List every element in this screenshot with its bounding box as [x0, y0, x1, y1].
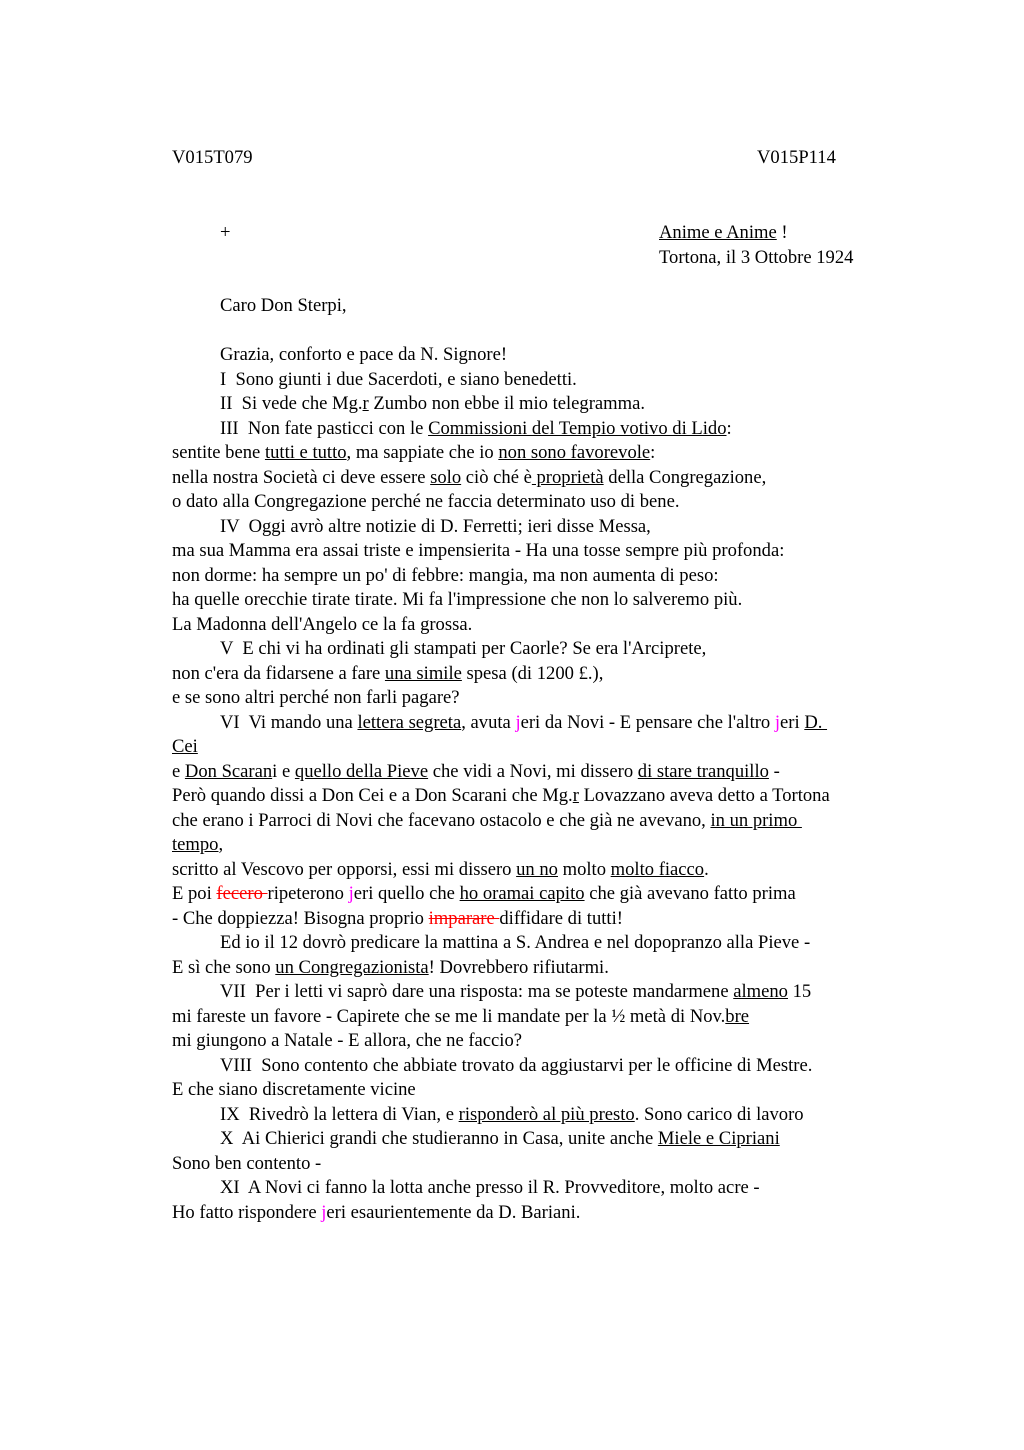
- line-text: 15: [787, 981, 812, 1002]
- letter-line: [172, 809, 912, 834]
- line-text: che già avevano fatto prima: [584, 883, 796, 904]
- line-text: scritto al Vescovo per opporsi, essi mi dissero: [172, 858, 517, 880]
- line-text: , avuta: [461, 711, 516, 733]
- underlined-text: tempo: [172, 834, 219, 855]
- underlined-text: Miele e Cipriani: [657, 1128, 780, 1149]
- underlined-text: r: [362, 393, 369, 414]
- line-text: X Ai Chierici grandi che studieranno in Casa, unite anche: [220, 1128, 658, 1149]
- inserted-letter: j: [515, 711, 521, 733]
- underlined-text: lettera segreta: [357, 711, 462, 733]
- underlined-text: Cei: [172, 736, 198, 757]
- underlined-text: un Congregazionista: [275, 956, 429, 978]
- underlined-text: non sono favorevole: [498, 442, 651, 463]
- line-text: I Sono giunti i due Sacerdoti, e siano benedetti.: [220, 368, 577, 390]
- line-text: mi fareste un favore - Capirete che se me li mandate per la ½ metà di Nov.: [172, 1005, 726, 1027]
- letter-line: [172, 466, 912, 491]
- inserted-letter: j: [774, 711, 781, 733]
- line-text: non c'era da fidarsene a fare: [172, 662, 385, 684]
- line-text: della Congregazione,: [603, 466, 767, 488]
- letter-line: [172, 882, 912, 907]
- line-text: V E chi vi ha ordinati gli stampati per Caorle? Se era l'Arciprete,: [220, 638, 707, 659]
- letter-line: [172, 637, 912, 662]
- line-text: e: [172, 760, 185, 782]
- line-text: Grazia, conforto e pace da N. Signore!: [220, 344, 508, 365]
- motto: Anime e Anime: [659, 222, 777, 243]
- letter-line: [172, 784, 912, 809]
- line-text: IX Rivedrò la lettera di Vian, e: [220, 1103, 459, 1125]
- line-text: III Non fate pasticci con le: [220, 417, 429, 439]
- line-text: , ma sappiate che io: [346, 442, 499, 463]
- underlined-text: Don Scaran: [184, 760, 273, 782]
- letter-line: [172, 1005, 912, 1030]
- line-text: XI A Novi ci fanno la lotta anche presso il R. Provveditore, molto acre -: [220, 1177, 760, 1198]
- line-text: ciò ché è: [461, 466, 532, 488]
- underlined-text: quello della Pieve: [294, 760, 429, 782]
- letter-line: [172, 980, 912, 1005]
- line-text: ripeterono: [267, 883, 349, 904]
- line-text: e se sono altri perché non farli pagare?: [172, 687, 460, 708]
- line-text: E che siano discretamente vicine: [172, 1079, 416, 1100]
- paragraph-gap: [172, 319, 912, 344]
- underlined-text: ho oramai capito: [459, 883, 585, 904]
- line-text: diffidare di tutti!: [499, 907, 623, 929]
- letter-line: [172, 588, 912, 613]
- line-text: VI Vi mando una: [220, 711, 358, 733]
- line-text: II Si vede che Mg.: [220, 393, 363, 414]
- line-text: -: [768, 760, 780, 782]
- line-text: ! Dovrebbero rifiutarmi.: [428, 956, 609, 978]
- underlined-text: bre: [725, 1005, 750, 1027]
- inserted-letter: j: [348, 883, 354, 904]
- letter-line: [172, 343, 912, 368]
- line-text: ,: [218, 834, 224, 855]
- line-text: E poi: [172, 883, 217, 904]
- line-text: eri da Novi - E pensare che l'altro: [520, 711, 775, 733]
- letter-line: [172, 490, 912, 515]
- underlined-text: molto fiacco: [610, 858, 705, 880]
- deleted-text: fecero: [216, 883, 268, 904]
- letter-body: [172, 294, 912, 1225]
- underlined-text: una simile: [384, 662, 462, 684]
- letter-heading: [659, 221, 853, 270]
- letter-line: [172, 1103, 912, 1128]
- letter-line: [172, 760, 912, 785]
- line-text: - Che doppiezza! Bisogna proprio: [172, 907, 429, 929]
- underlined-text: un no: [516, 858, 558, 880]
- letter-line: [172, 392, 912, 417]
- line-text: nella nostra Società ci deve essere: [172, 466, 431, 488]
- letter-line: [172, 441, 912, 466]
- letter-line: [172, 1029, 912, 1054]
- letter-line: [172, 1127, 912, 1152]
- line-text: che erano i Parroci di Novi che facevano ostacolo e che già ne avevano,: [172, 809, 711, 831]
- letter-lines: [172, 343, 912, 1225]
- inserted-letter: j: [321, 1201, 327, 1223]
- letter-line: [172, 662, 912, 687]
- line-text: eri quello che: [353, 883, 460, 904]
- line-text: Zumbo non ebbe il mio telegramma.: [368, 393, 645, 414]
- line-text: sentite bene: [172, 442, 265, 463]
- document-code-left: V015T079: [172, 147, 253, 168]
- letter-line: [172, 907, 912, 932]
- underlined-text: risponderò al più presto: [458, 1103, 635, 1125]
- document-code-right: V015P114: [757, 147, 836, 168]
- line-text: Però quando dissi a Don Cei e a Don Scarani che Mg.: [172, 785, 573, 806]
- line-text: :: [650, 442, 656, 463]
- letter-line: [172, 931, 912, 956]
- line-text: Ho fatto rispondere: [172, 1201, 322, 1223]
- line-text: E sì che sono: [172, 956, 276, 978]
- line-text: eri: [780, 711, 805, 733]
- underlined-text: Commissioni del Tempio votivo di Lido: [428, 417, 727, 439]
- underlined-text: in un primo: [710, 809, 802, 831]
- letter-line: [172, 613, 912, 638]
- letter-line: [172, 539, 912, 564]
- underlined-text: D.: [804, 711, 828, 733]
- underlined-text: solo: [430, 466, 462, 488]
- cross-symbol: +: [220, 222, 231, 243]
- letter-line: [172, 1176, 912, 1201]
- line-text: .: [704, 858, 709, 880]
- letter-line: [172, 1078, 912, 1103]
- underlined-text: tutti e tutto: [264, 442, 347, 463]
- line-text: o dato alla Congregazione perché ne faccia determinato uso di bene.: [172, 491, 680, 512]
- letter-line: [172, 1201, 912, 1226]
- letter-line: [172, 735, 912, 760]
- line-text: ha quelle orecchie tirate tirate. Mi fa l'impressione che non lo salveremo più.: [172, 589, 743, 610]
- line-text: VII Per i letti vi saprò dare una risposta: ma se poteste mandarmene: [220, 981, 734, 1002]
- line-text: molto: [557, 858, 611, 880]
- line-text: non dorme: ha sempre un po' di febbre: mangia, ma non aumenta di peso:: [172, 564, 719, 586]
- letter-line: [172, 417, 912, 442]
- motto-mark: !: [776, 222, 788, 243]
- line-text: :: [726, 417, 732, 439]
- line-text: IV Oggi avrò altre notizie di D. Ferretti; ieri disse Messa,: [220, 515, 651, 537]
- letter-line: [172, 833, 912, 858]
- line-text: ma sua Mamma era assai triste e impensierita - Ha una tosse sempre più profonda:: [172, 540, 785, 561]
- letter-line: [172, 564, 912, 589]
- line-text: . Sono carico di lavoro: [634, 1103, 804, 1125]
- underlined-text: di stare tranquillo: [637, 760, 769, 782]
- underlined-text: r: [572, 785, 579, 806]
- line-text: spesa (di 1200 £.),: [461, 662, 604, 684]
- letter-line: [172, 1054, 912, 1079]
- underlined-text: proprietà: [531, 466, 604, 488]
- letter-line: [172, 686, 912, 711]
- motto-line: [659, 221, 853, 246]
- line-text: Sono ben contento -: [172, 1152, 322, 1174]
- letter-line: [172, 858, 912, 883]
- line-text: mi giungono a Natale - E allora, che ne faccio?: [172, 1030, 523, 1051]
- letter-line: [172, 515, 912, 540]
- line-text: che vidi a Novi, mi dissero: [428, 760, 638, 782]
- underlined-text: almeno: [733, 981, 788, 1002]
- letter-line: [172, 1152, 912, 1177]
- greeting: Caro Don Sterpi,: [220, 295, 347, 316]
- date-line: Tortona, il 3 Ottobre 1924: [659, 246, 854, 268]
- letter-line: [172, 956, 912, 981]
- line-text: VIII Sono contento che abbiate trovato da aggiustarvi per le officine di Mestre.: [220, 1054, 813, 1076]
- letter-line: [172, 368, 912, 393]
- line-text: Lovazzano aveva detto a Tortona: [578, 785, 830, 806]
- line-text: La Madonna dell'Angelo ce la fa grossa.: [172, 613, 473, 635]
- letter-line: [172, 711, 912, 736]
- line-text: eri esaurientemente da D. Bariani.: [326, 1201, 581, 1223]
- line-text: i e: [272, 760, 295, 782]
- line-text: Ed io il 12 dovrò predicare la mattina a S. Andrea e nel dopopranzo alla Pieve -: [220, 932, 811, 953]
- deleted-text: imparare: [428, 907, 500, 929]
